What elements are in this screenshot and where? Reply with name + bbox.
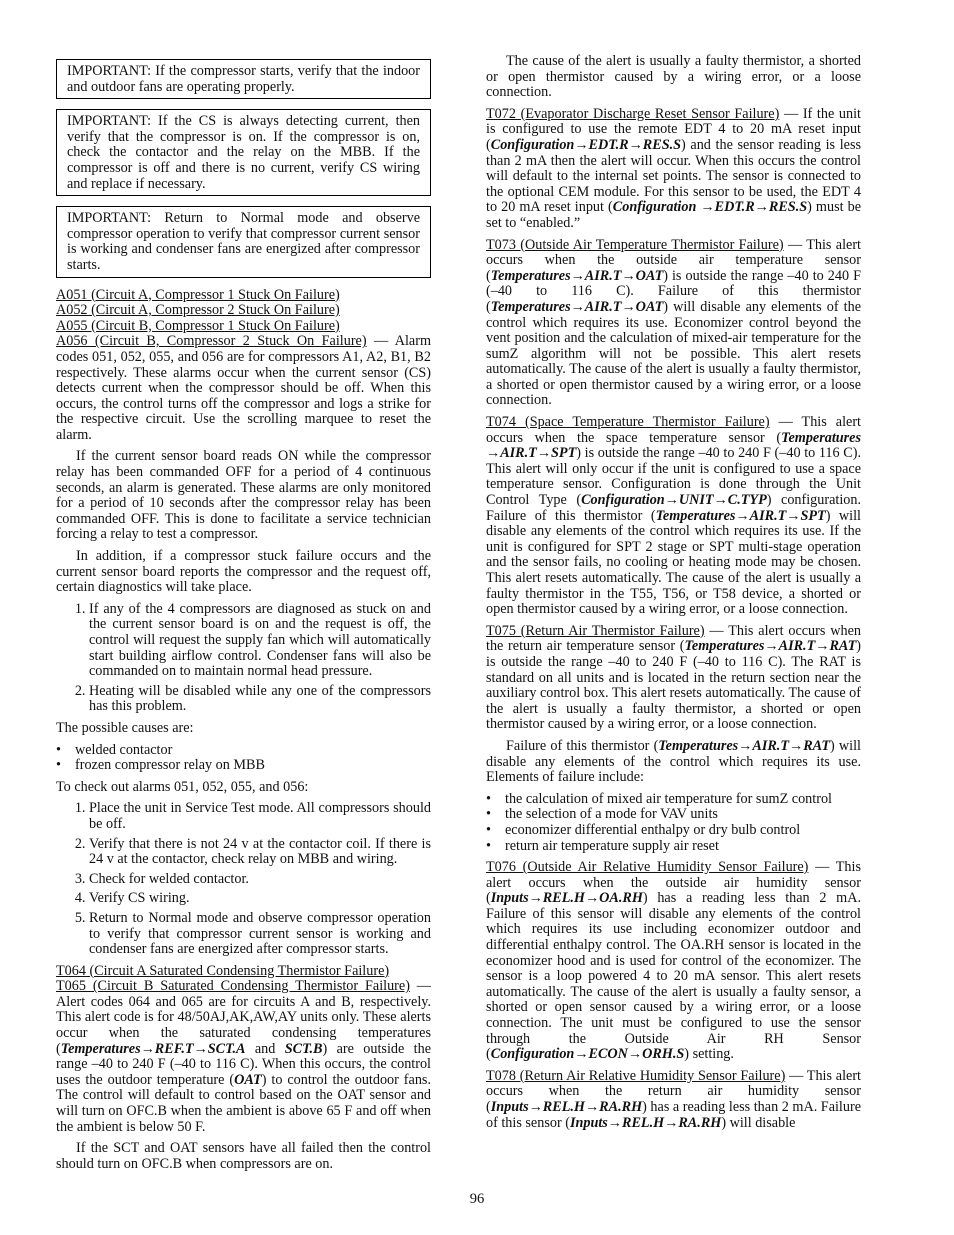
- possible-causes-intro: The possible causes are:: [56, 719, 194, 736]
- list-item: 2. Verify that there is not 24 v at the contactor coil. If there is 24 v at the contactor, check relay on MBB and wiring.: [89, 837, 431, 868]
- list-item: • return air temperature supply air reset: [486, 839, 861, 855]
- list-item: 5. Return to Normal mode and observe compressor operation to verify that compressor current sensor is working and condenser fans are energized after compressor starts.: [89, 911, 431, 958]
- rat-failure-paragraph: Failure of this thermistor (Temperatures→AIR.T→RAT) will disable any elements of the control which requires its use. Elements of failure include:: [486, 737, 861, 786]
- alert-t074-paragraph: T074 (Space Temperature Thermistor Failure) — This alert occurs when the space temperature sensor (Temperatures →AIR.T→SPT) is outside the range –40 to 240 F (–40 to 116 C). This alert will only occur if the unit is configured to use a space temperature sensor. Configuration is done through the Unit Control Type (Configuration→UNIT→C.TYP) configuration. Failure of this thermistor (Temperatures→AIR.T→SPT) will disable any elements of the control which requires its use. If the unit is configured for SPT 2 stage or SPT multi-stage operation and the sensor fails, no cooling or heating mode may be chosen. This alert resets automatically. The cause of the alert is usually a faulty thermistor in the T55, T56, or T58 device, a shorted or open thermistor caused by a wiring error, or a loose connection.: [486, 414, 862, 618]
- list-item: 3. Check for welded contactor.: [89, 872, 431, 888]
- diagnostics-list: [56, 602, 431, 715]
- current-sensor-paragraph: If the current sensor board reads ON while the compressor relay has been commanded OFF for a period of 4 continuous seconds, an alarm is generated. These alarms are only monitored for a period of 10 seconds after the compressor relay has been commanded OFF. This is done to facilitate a service technician forcing a relay to test a compressor.: [56, 448, 431, 543]
- alert-t076-heading: T076 (Outside Air Relative Humidity Sensor Failure): [486, 859, 809, 876]
- alert-t064-heading: T064 (Circuit A Saturated Condensing Thermistor Failure): [56, 962, 390, 979]
- alert-t073-paragraph: T073 (Outside Air Temperature Thermistor Failure) — This alert occurs when the outside air temperature sensor (Temperatures→AIR.T→OAT) is outside the range –40 to 240 F (–40 to 116 C). Failure of this thermistor (Temperatures→AIR.T→OAT) will disable any elements of the control which requires its use. Economizer control beyond the vent position and the calculation of mixed-air temperature for the sumZ algorithm will not be possible. This alert resets automatically. The cause of the alert is usually a faulty thermistor, a shorted or open thermistor caused by a wiring error, or a loose connection.: [486, 236, 861, 409]
- list-item: • frozen compressor relay on MBB: [56, 758, 431, 774]
- sct-oat-paragraph: If the SCT and OAT sensors have all failed then the control should turn on OFC.B when compressors are on.: [56, 1140, 431, 1172]
- alert-t076-paragraph: T076 (Outside Air Relative Humidity Sensor Failure) — This alert occurs when the outside air humidity sensor (Inputs→REL.H→OA.RH) has a reading less than 2 mA. Failure of this sensor will disable any elements of the control which requires its use including economizer outdoor and differential enthalpy control. The OA.RH sensor is located in the economizer hood and is used for control of the economizer. The sensor is a loop powered 4 to 20 mA sensor. This alert resets automatically. The cause of the alert is usually a faulty sensor, a shorted or open sensor caused by a wiring error, or a loose connection. The unit must be configured to use the sensor through the Outside Air RH Sensor (Configuration→ECON→ORH.S) setting.: [486, 859, 861, 1063]
- stuck-failure-paragraph: In addition, if a compressor stuck failure occurs and the current sensor board reports the compressor and the request off, certain diagnostics will take place.: [56, 548, 431, 596]
- failure-elements-list: [486, 792, 861, 854]
- alert-t078-paragraph: T078 (Return Air Relative Humidity Sensor Failure) — This alert occurs when the return air humidity sensor (Inputs→REL.H→RA.RH) has a reading less than 2 mA. Failure of this sensor (Inputs→REL.H→RA.RH) will disable: [486, 1067, 861, 1131]
- alert-t075-paragraph: T075 (Return Air Thermistor Failure) — This alert occurs when the return air temperature sensor (Temperatures→AIR.T→RAT) is outside the range –40 to 240 F (–40 to 116 C). The RAT is standard on all units and is located in the return section near the auxiliary control box. This alert resets automatically. The cause of the alert is usually a faulty thermistor, a shorted or open thermistor caused by a wiring error, or a loose connection.: [486, 622, 861, 733]
- alert-t078-heading: T078 (Return Air Relative Humidity Sensor Failure): [486, 1067, 786, 1084]
- list-item: • the calculation of mixed air temperature for sumZ control: [486, 792, 861, 808]
- alert-t072-heading: T072 (Evaporator Discharge Reset Sensor Failure): [486, 105, 780, 122]
- causes-list: [56, 743, 431, 774]
- alert-t073-heading: T073 (Outside Air Temperature Thermistor Failure): [486, 236, 784, 253]
- alert-cause-paragraph: The cause of the alert is usually a faulty thermistor, a shorted or open thermistor caused by a wiring error, or a loose connection.: [486, 53, 861, 101]
- alert-t065-heading: T065 (Circuit B Saturated Condensing Thermistor Failure): [56, 978, 410, 995]
- list-item: 1. If any of the 4 compressors are diagnosed as stuck on and the current sensor board is on and the request is off, the control will request the supply fan which will automatically start building airflow control. Condenser fans will also be commanded on to maintain normal head pressure.: [89, 602, 431, 680]
- alarm-a051-heading: A051 (Circuit A, Compressor 1 Stuck On Failure): [56, 286, 340, 303]
- alarm-a056-heading: A056 (Circuit B, Compressor 2 Stuck On Failure): [56, 333, 367, 350]
- checkout-intro: To check out alarms 051, 052, 055, and 056:: [56, 778, 309, 795]
- alert-t074-heading: T074 (Space Temperature Thermistor Failure): [486, 414, 770, 431]
- alert-t065-paragraph: T065 (Circuit B Saturated Condensing Thermistor Failure) — Alert codes 064 and 065 are for circuits A and B, respectively. This alert code is for 48/50AJ,AK,AW,AY units only. These alerts occur when the saturated condensing temperatures (Temperatures→REF.T→SCT.A and SCT.B) are outside the range –40 to 240 F (–40 to 116 C). When this occurs, the control uses the outdoor temperature (OAT) to control the outdoor fans. The control will default to control based on the OAT sensor and will turn on OFC.B when the ambient is above 65 F and off when the ambient is below 50 F.: [56, 978, 431, 1135]
- alert-t075-heading: T075 (Return Air Thermistor Failure): [486, 622, 705, 639]
- page-number: 96: [469, 1191, 485, 1207]
- list-item: 1. Place the unit in Service Test mode. All compressors should be off.: [89, 801, 431, 832]
- alert-t072-paragraph: T072 (Evaporator Discharge Reset Sensor Failure) — If the unit is configured to use the remote EDT 4 to 20 mA reset input (Configuration→EDT.R→RES.S) and the sensor reading is less than 2 mA then the alert will occur. When this occurs the control will default to the internal set points. The sensor is connected to the optional CEM module. For this sensor to be used, the EDT 4 to 20 mA reset input (Configuration →EDT.R→RES.S) must be set to “enabled.”: [486, 105, 861, 231]
- important-note-normal-mode: IMPORTANT: Return to Normal mode and observe compressor operation to verify that compressor current sensor is working and condenser fans are energized after compressor starts.: [56, 206, 431, 277]
- left-column: [56, 54, 431, 1178]
- checkout-steps-list: [56, 801, 431, 957]
- list-item: • the selection of a mode for VAV units: [486, 807, 861, 823]
- list-item: 4. Verify CS wiring.: [89, 891, 431, 907]
- important-note-fans: IMPORTANT: If the compressor starts, verify that the indoor and outdoor fans are operating properly.: [56, 59, 431, 99]
- right-column: [486, 54, 861, 1137]
- alarm-a052-heading: A052 (Circuit A, Compressor 2 Stuck On Failure): [56, 302, 340, 319]
- list-item: • economizer differential enthalpy or dry bulb control: [486, 823, 861, 839]
- important-note-cs-current: IMPORTANT: If the CS is always detecting current, then verify that the compressor is on. If the compressor is on, check the contactor and the relay on the MBB. If the compressor is off and there is no current, verify CS wiring and replace if necessary.: [56, 109, 431, 196]
- alarm-a055-heading: A055 (Circuit B, Compressor 1 Stuck On Failure): [56, 317, 340, 334]
- list-item: • welded contactor: [56, 743, 431, 759]
- alarm-a056-paragraph: A056 (Circuit B, Compressor 2 Stuck On Failure) — Alarm codes 051, 052, 055, and 056 are for compressors A1, A2, B1, B2 respectively. These alarms occur when the current sensor (CS) detects current when the compressor should be off. When this occurs, the control turns off the compressor and logs a strike for the respective circuit. Use the scrolling marquee to reset the alarm.: [56, 333, 431, 443]
- list-item: 2. Heating will be disabled while any one of the compressors has this problem.: [89, 684, 431, 715]
